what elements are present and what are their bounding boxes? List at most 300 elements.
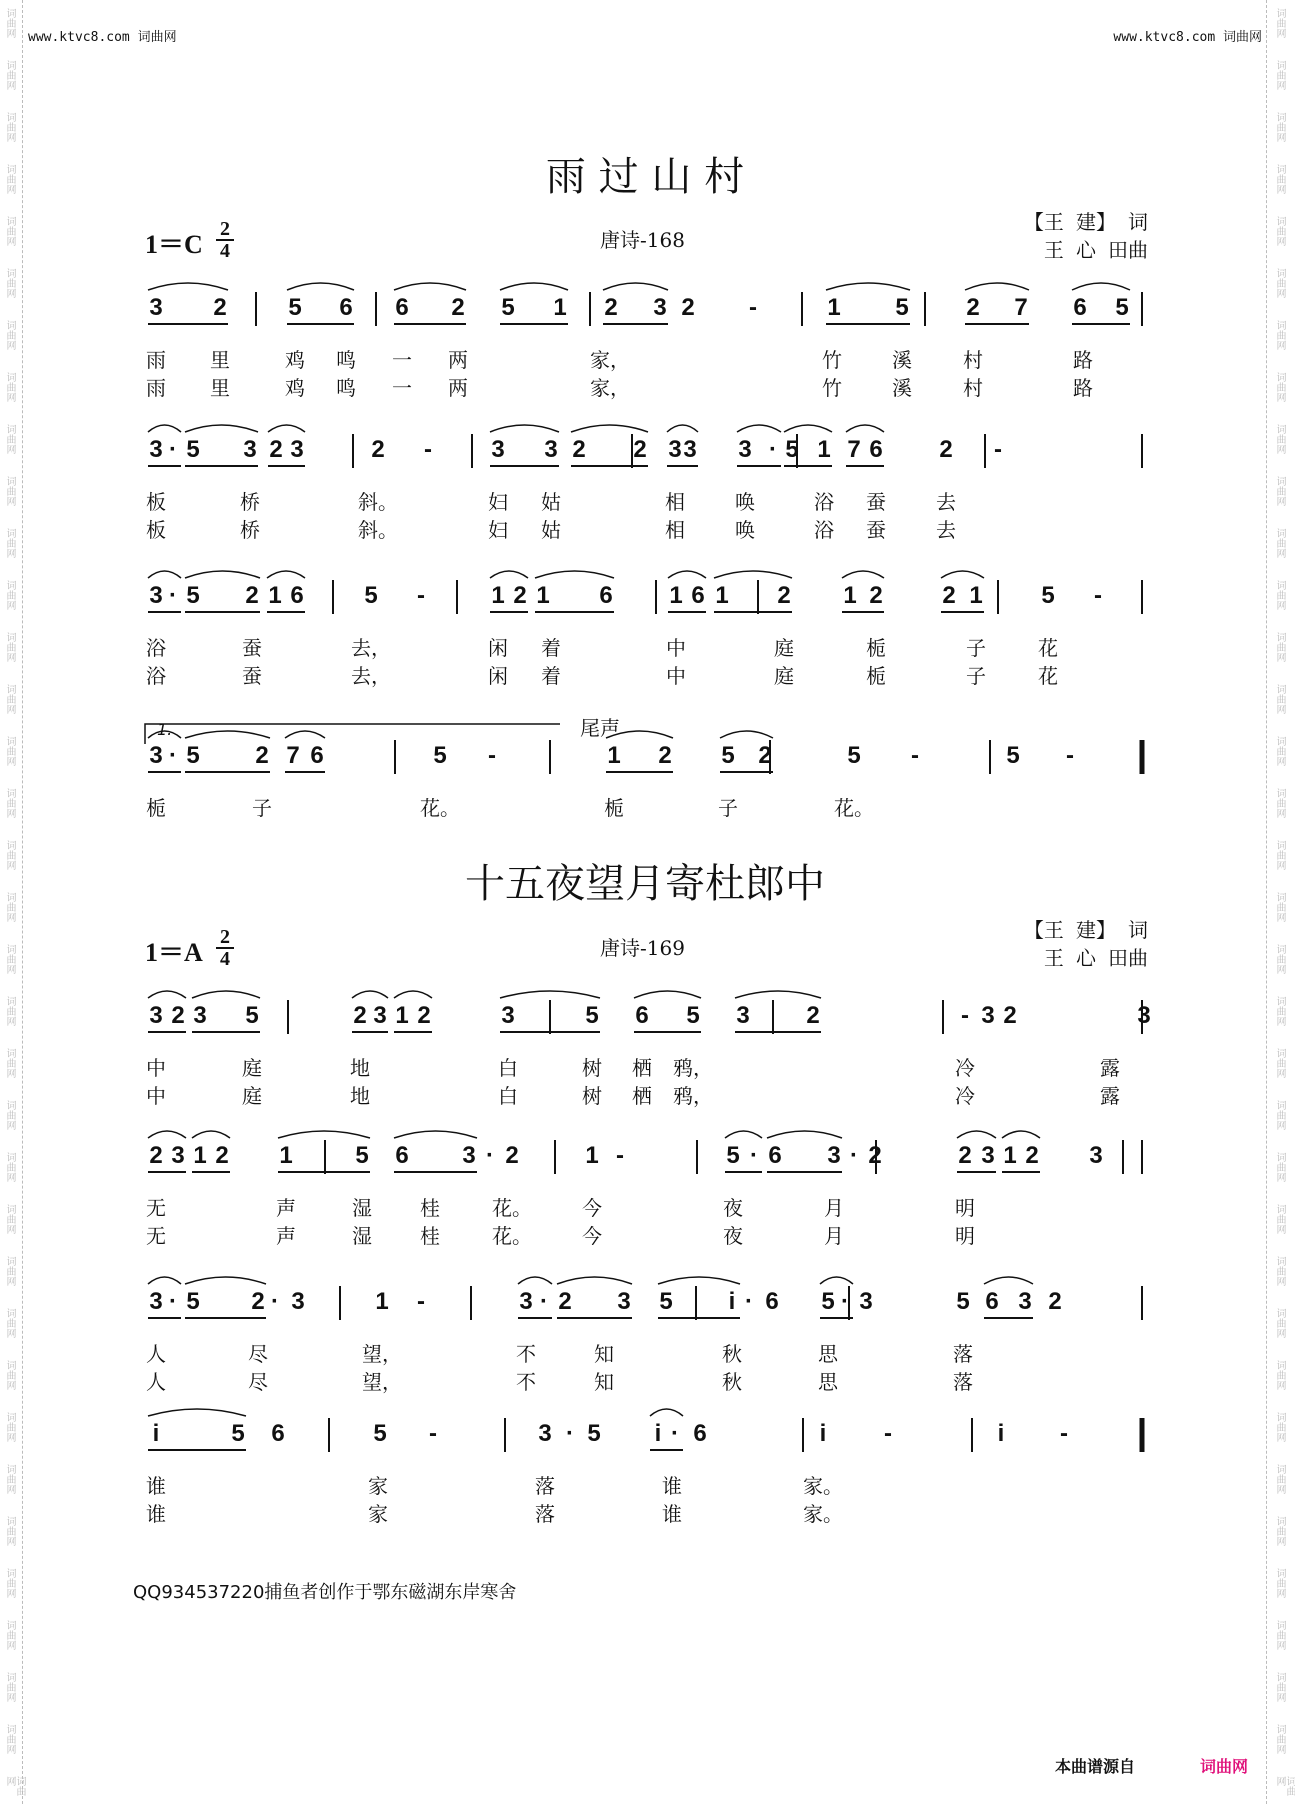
slur — [658, 1277, 740, 1284]
lyric-word: 鸣 — [336, 348, 356, 372]
note: 2 — [958, 1142, 972, 1169]
note: 3 — [291, 1288, 305, 1315]
note: 2 — [1025, 1142, 1039, 1169]
lyric-word: 知 — [594, 1370, 614, 1394]
lyric-line — [140, 486, 1150, 512]
note: 5 — [355, 1142, 369, 1169]
note: 5 — [956, 1288, 970, 1315]
lyric-word: 板 — [146, 518, 166, 542]
slur — [500, 283, 568, 290]
lyric-word: 着 — [541, 636, 561, 660]
watermark-text: 词曲网 — [4, 8, 15, 38]
lyric-word: 鸡 — [285, 348, 305, 372]
lyric-word: 着 — [541, 664, 561, 688]
note: 2 — [251, 1288, 265, 1315]
note: 5 — [1041, 582, 1055, 609]
lyric-word: 尽 — [248, 1370, 268, 1394]
lyric-word: 思 — [818, 1342, 838, 1366]
lyric-word: 姑 — [541, 490, 561, 514]
lyric-word: 谁 — [146, 1502, 166, 1526]
note: 3 — [1137, 1002, 1151, 1029]
slur — [571, 425, 648, 432]
note: 5 — [721, 742, 735, 769]
lyric-word: 斜。 — [358, 490, 398, 514]
slur — [714, 571, 792, 578]
time-signature: 2 4 — [216, 220, 234, 260]
slur — [148, 425, 181, 432]
note: 1 — [843, 582, 857, 609]
lyric-word: 无 — [146, 1224, 166, 1248]
coda-label: 尾声 — [580, 716, 620, 740]
note: · — [169, 742, 177, 769]
note: 3 — [149, 1288, 163, 1315]
lyric-word: 桥 — [240, 490, 260, 514]
note: 3 — [491, 436, 505, 463]
note: 2 — [269, 436, 283, 463]
author-credits — [948, 916, 1148, 972]
slur — [490, 425, 559, 432]
watermark-text: 词曲网 — [4, 1360, 15, 1390]
note: 5 — [686, 1002, 700, 1029]
note: - — [616, 1142, 624, 1169]
watermark-text: 词曲网 — [4, 944, 15, 974]
note: - — [417, 1288, 425, 1315]
slur — [394, 283, 466, 290]
note: 6 — [395, 294, 409, 321]
note: 5 — [821, 1288, 835, 1315]
lyric-line — [140, 660, 1150, 686]
note: · — [169, 436, 177, 463]
lyric-word: 子 — [718, 796, 738, 820]
slur — [737, 425, 781, 432]
note: · — [750, 1142, 758, 1169]
lyric-word: 地 — [350, 1056, 370, 1080]
composer: 王 心 田曲 — [1043, 238, 1148, 262]
note: 2 — [966, 294, 980, 321]
watermark-text: 词曲网 — [4, 60, 15, 90]
note: · — [169, 1288, 177, 1315]
note: - — [429, 1420, 437, 1447]
watermark-text: 词曲网 — [4, 1672, 15, 1702]
note: 5 — [373, 1420, 387, 1447]
note: 6 — [395, 1142, 409, 1169]
watermark-text: 词曲网 — [1274, 736, 1285, 766]
lyric-word: 路 — [1073, 376, 1093, 400]
source-site-link[interactable]: 词曲网 — [1200, 1757, 1249, 1776]
lyric-word: 落 — [535, 1474, 555, 1498]
note: 2 — [371, 436, 385, 463]
watermark-text: 词曲网 — [1274, 944, 1285, 974]
note: i — [654, 1420, 662, 1447]
watermark-text: 词曲网 — [4, 1204, 15, 1234]
watermark-text: 词曲网 — [1274, 996, 1285, 1026]
lyric-word: 栖 — [632, 1056, 652, 1080]
lyric-word: 里 — [210, 348, 230, 372]
lyric-word: 秋 — [722, 1370, 742, 1394]
watermark-text: 词曲网 — [1274, 1724, 1285, 1754]
lyric-word: 明 — [955, 1224, 975, 1248]
note: · — [540, 1288, 548, 1315]
watermark-text: 词曲网 — [1274, 268, 1285, 298]
lyric-word: 家 — [368, 1474, 388, 1498]
note: 3 — [149, 294, 163, 321]
note: - — [417, 582, 425, 609]
slur — [965, 283, 1029, 290]
author-credits — [948, 208, 1148, 264]
lyric-line — [140, 792, 1150, 818]
note: 5 — [1115, 294, 1129, 321]
lyric-word: 栀 — [146, 796, 166, 820]
lyric-word: 湿 — [352, 1224, 372, 1248]
lyric-word: 里 — [210, 376, 230, 400]
watermark-text: 词曲网 — [1274, 1568, 1285, 1598]
note: 1 — [279, 1142, 293, 1169]
lyric-word: 一 — [392, 348, 412, 372]
lyric-word: 溪 — [892, 348, 912, 372]
lyric-word: 树 — [582, 1056, 602, 1080]
lyric-word: 去， — [351, 664, 391, 688]
lyric-word: 树 — [582, 1084, 602, 1108]
lyric-word: 蚕 — [242, 664, 262, 688]
note: - — [1094, 582, 1102, 609]
lyric-word: 子 — [966, 664, 986, 688]
lyric-word: 栖 — [632, 1084, 652, 1108]
lyric-line — [140, 1220, 1150, 1246]
lyric-line — [140, 372, 1150, 398]
lyric-word: 花。 — [420, 796, 460, 820]
note: 1 — [607, 742, 621, 769]
note: 5 — [186, 436, 200, 463]
watermark-text: 词曲网 — [4, 1464, 15, 1494]
lyric-word: 中 — [146, 1056, 166, 1080]
note: 1 — [193, 1142, 207, 1169]
note: 5 — [785, 436, 799, 463]
note: 6 — [768, 1142, 782, 1169]
note: 5 — [231, 1420, 245, 1447]
lyric-word: 今 — [582, 1196, 602, 1220]
note: 2 — [777, 582, 791, 609]
watermark-text: 词曲网 — [4, 996, 15, 1026]
lyric-word: 落 — [953, 1370, 973, 1394]
watermark-text: 词曲网 — [4, 1516, 15, 1546]
header-url-left[interactable]: www.ktvc8.com 词曲网 — [28, 30, 177, 45]
note: 5 — [245, 1002, 259, 1029]
lyric-word: 家 — [368, 1502, 388, 1526]
slur — [1002, 1131, 1040, 1138]
slur — [826, 283, 910, 290]
note: 1 — [669, 582, 683, 609]
lyric-word: 去 — [936, 490, 956, 514]
lyric-word: 花 — [1038, 636, 1058, 660]
note: 3 — [981, 1002, 995, 1029]
creator-credit: QQ934537220捕鱼者创作于鄂东磁湖东岸寒舍 — [133, 1582, 517, 1603]
note: · — [169, 582, 177, 609]
note: 5 — [186, 582, 200, 609]
watermark-text: 词曲网 — [4, 1776, 25, 1796]
note: 5 — [186, 742, 200, 769]
lyric-line — [140, 1080, 1150, 1106]
note: 3 — [1089, 1142, 1103, 1169]
note: 7 — [286, 742, 300, 769]
lyric-word: 中 — [146, 1084, 166, 1108]
watermark-text: 词曲网 — [1274, 684, 1285, 714]
note: 3 — [373, 1002, 387, 1029]
lyric-word: 去 — [936, 518, 956, 542]
lyric-word: 白 — [498, 1056, 518, 1080]
note: 3 — [1018, 1288, 1032, 1315]
header-url-right[interactable]: www.ktvc8.com 词曲网 — [1113, 30, 1262, 45]
lyric-word: 今 — [582, 1224, 602, 1248]
lyric-word: 去， — [351, 636, 391, 660]
song-title: 十五夜望月寄杜郎中 — [465, 861, 825, 907]
lyric-word: 知 — [594, 1342, 614, 1366]
lyric-word: 人 — [146, 1370, 166, 1394]
lyric-word: 栀 — [604, 796, 624, 820]
slur — [185, 1277, 266, 1284]
lyric-word: 声 — [276, 1196, 296, 1220]
lyric-word: 庭 — [774, 664, 794, 688]
note: 2 — [658, 742, 672, 769]
lyric-word: 姑 — [541, 518, 561, 542]
watermark-text: 词曲网 — [1274, 476, 1285, 506]
note: 5 — [364, 582, 378, 609]
watermark-text: 词曲网 — [1274, 528, 1285, 558]
watermark-text: 词曲网 — [1274, 164, 1285, 194]
slur — [984, 1277, 1033, 1284]
note: 3 — [827, 1142, 841, 1169]
note: 3 — [736, 1002, 750, 1029]
slur — [148, 1409, 246, 1416]
note: · — [850, 1142, 858, 1169]
lyric-word: 不 — [516, 1370, 536, 1394]
lyricist: 【王 建】 词 — [1023, 210, 1148, 234]
note: - — [1060, 1420, 1068, 1447]
watermark-text: 词曲网 — [4, 1100, 15, 1130]
note: 2 — [171, 1002, 185, 1029]
note: 2 — [505, 1142, 519, 1169]
note: 3 — [193, 1002, 207, 1029]
note: - — [424, 436, 432, 463]
note: 6 — [599, 582, 613, 609]
slur — [185, 425, 258, 432]
note: 3 — [462, 1142, 476, 1169]
watermark-text: 词曲网 — [1274, 580, 1285, 610]
lyric-word: 相 — [665, 490, 685, 514]
watermark-text: 词曲网 — [1274, 1620, 1285, 1650]
lyric-word: 冷 — [955, 1056, 975, 1080]
watermark-text: 词曲网 — [4, 1308, 15, 1338]
note: 2 — [604, 294, 618, 321]
slur — [842, 571, 884, 578]
slur — [148, 991, 186, 998]
watermark-text: 词曲网 — [1274, 1360, 1285, 1390]
slur — [394, 991, 432, 998]
note: 2 — [149, 1142, 163, 1169]
slur — [148, 1131, 186, 1138]
note: 6 — [693, 1420, 707, 1447]
note: 1 — [585, 1142, 599, 1169]
note: 2 — [451, 294, 465, 321]
note: 2 — [213, 294, 227, 321]
note: 5 — [585, 1002, 599, 1029]
slur — [650, 1409, 683, 1416]
note: 2 — [255, 742, 269, 769]
watermark-text: 词曲网 — [4, 632, 15, 662]
note: 3 — [171, 1142, 185, 1169]
watermark-text: 词曲网 — [1274, 1776, 1295, 1796]
slur — [185, 571, 260, 578]
lyric-word: 中 — [666, 664, 686, 688]
note: 6 — [765, 1288, 779, 1315]
note: i — [819, 1420, 827, 1447]
watermark-text: 词曲网 — [4, 1412, 15, 1442]
watermark-text: 词曲网 — [4, 476, 15, 506]
note: 2 — [1003, 1002, 1017, 1029]
note: 3 — [617, 1288, 631, 1315]
watermark-text: 词曲网 — [1274, 892, 1285, 922]
watermark-text: 词曲网 — [4, 164, 15, 194]
volta-bracket — [145, 724, 560, 744]
lyric-word: 月 — [824, 1224, 844, 1248]
note: 2 — [942, 582, 956, 609]
lyric-word: 冷 — [955, 1084, 975, 1108]
watermark-text: 词曲网 — [1274, 1152, 1285, 1182]
lyric-word: 尽 — [248, 1342, 268, 1366]
slur — [535, 571, 614, 578]
watermark-text: 词曲网 — [4, 1568, 15, 1598]
watermark-text: 词曲网 — [1274, 632, 1285, 662]
note: 6 — [691, 582, 705, 609]
note: 1 — [817, 436, 831, 463]
lyric-word: 斜。 — [358, 518, 398, 542]
lyric-line — [140, 344, 1150, 370]
note: 1 — [395, 1002, 409, 1029]
watermark-text: 词曲网 — [4, 1152, 15, 1182]
note: 6 — [339, 294, 353, 321]
note: 1 — [969, 582, 983, 609]
slur — [148, 571, 181, 578]
lyric-word: 花。 — [492, 1224, 532, 1248]
note: 5 — [501, 294, 515, 321]
note: 5 — [726, 1142, 740, 1169]
note: 2 — [245, 582, 259, 609]
lyric-word: 竹 — [822, 348, 842, 372]
lyric-word: 庭 — [242, 1084, 262, 1108]
watermark-text: 词曲网 — [1274, 1048, 1285, 1078]
lyric-word: 家。 — [803, 1502, 843, 1526]
note: 2 — [939, 436, 953, 463]
watermark-text: 词曲网 — [1274, 788, 1285, 818]
lyric-line — [140, 1366, 1150, 1392]
watermark-text: 词曲网 — [1274, 60, 1285, 90]
lyric-word: 鸣 — [336, 376, 356, 400]
watermark-text: 词曲网 — [1274, 1412, 1285, 1442]
lyric-word: 落 — [535, 1502, 555, 1526]
note: 5 — [847, 742, 861, 769]
slur — [267, 571, 305, 578]
note: 5 — [1006, 742, 1020, 769]
lyric-line — [140, 1470, 1150, 1496]
lyric-word: 桂 — [420, 1196, 440, 1220]
lyric-word: 庭 — [774, 636, 794, 660]
note: 3 — [981, 1142, 995, 1169]
note: · — [566, 1420, 574, 1447]
note: 5 — [587, 1420, 601, 1447]
watermark-text: 词曲网 — [4, 1048, 15, 1078]
lyric-word: 家， — [590, 376, 630, 400]
slur — [192, 991, 260, 998]
lyric-line — [140, 1498, 1150, 1524]
watermark-text: 词曲网 — [4, 788, 15, 818]
slur — [185, 731, 270, 738]
lyric-word: 人 — [146, 1342, 166, 1366]
note: 6 — [310, 742, 324, 769]
lyric-word: 子 — [252, 796, 272, 820]
lyric-word: 地 — [350, 1084, 370, 1108]
lyric-word: 浴 — [814, 518, 834, 542]
note: - — [994, 436, 1002, 463]
note: 2 — [417, 1002, 431, 1029]
note: 7 — [1014, 294, 1028, 321]
watermark-text: 词曲网 — [1274, 424, 1285, 454]
watermark-text: 词曲网 — [4, 112, 15, 142]
watermark-text: 词曲网 — [4, 424, 15, 454]
lyric-word: 鸦， — [673, 1056, 713, 1080]
lyric-word: 声 — [276, 1224, 296, 1248]
watermark-text: 词曲网 — [1274, 840, 1285, 870]
lyric-word: 花。 — [492, 1196, 532, 1220]
slur — [603, 283, 668, 290]
note: 3 — [290, 436, 304, 463]
watermark-text: 词曲网 — [1274, 216, 1285, 246]
watermark-text: 词曲网 — [4, 528, 15, 558]
slur — [287, 283, 354, 290]
note: · — [745, 1288, 753, 1315]
slur — [735, 991, 821, 998]
note: 3 — [149, 742, 163, 769]
catalog-number: 唐诗-168 — [600, 228, 685, 252]
note: 3 — [149, 1002, 163, 1029]
note: 2 — [353, 1002, 367, 1029]
watermark-text: 词曲网 — [1274, 1256, 1285, 1286]
lyric-word: 白 — [498, 1084, 518, 1108]
note: 2 — [806, 1002, 820, 1029]
lyric-word: 桂 — [420, 1224, 440, 1248]
lyric-word: 露 — [1100, 1084, 1120, 1108]
slur — [668, 571, 706, 578]
note: 2 — [572, 436, 586, 463]
note: 2 — [868, 1142, 882, 1169]
lyric-word: 明 — [955, 1196, 975, 1220]
lyric-word: 妇 — [488, 518, 508, 542]
lyric-word: 无 — [146, 1196, 166, 1220]
lyric-word: 子 — [966, 636, 986, 660]
slur — [784, 425, 832, 432]
lyric-word: 栀 — [866, 664, 886, 688]
lyric-word: 竹 — [822, 376, 842, 400]
lyric-word: 谁 — [662, 1502, 682, 1526]
lyric-word: 思 — [818, 1370, 838, 1394]
lyric-word: 闲 — [488, 664, 508, 688]
watermark-text: 词曲网 — [1274, 1672, 1285, 1702]
note: 3 — [149, 582, 163, 609]
note: 1 — [536, 582, 550, 609]
lyric-word: 板 — [146, 490, 166, 514]
slur — [148, 283, 228, 290]
time-signature: 2 4 — [216, 928, 234, 968]
watermark-text: 词曲网 — [1274, 1308, 1285, 1338]
note: · — [841, 1288, 849, 1315]
